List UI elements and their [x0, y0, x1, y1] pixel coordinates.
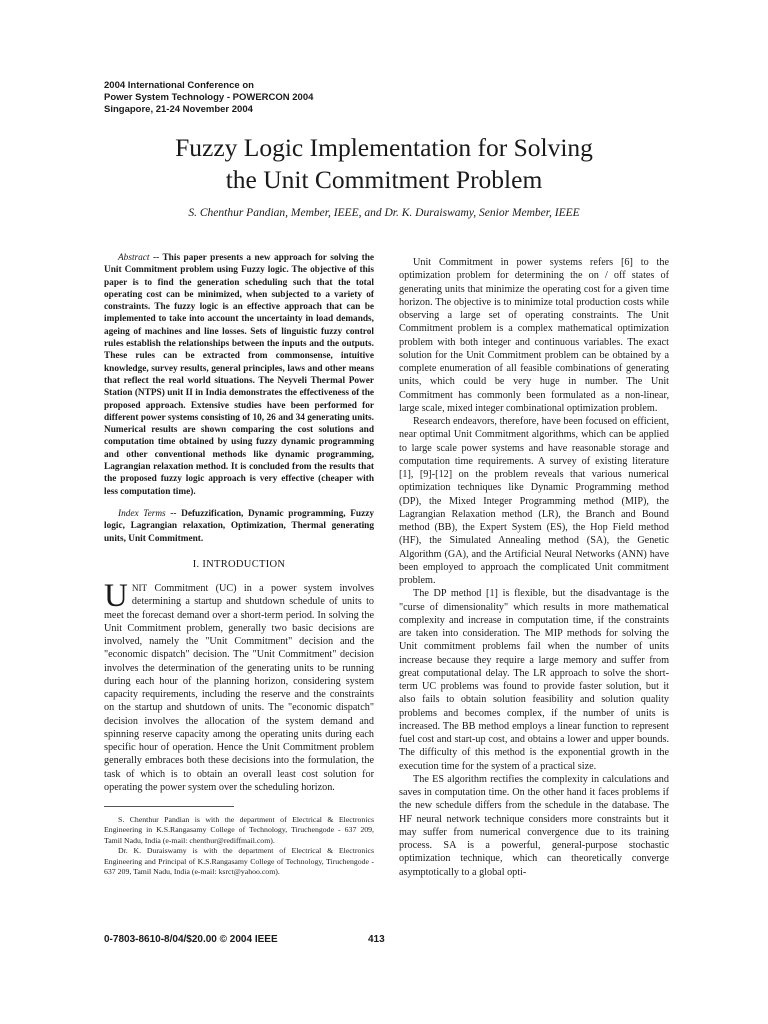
conference-line: Singapore, 21-24 November 2004 [104, 104, 253, 115]
intro-text: Commitment (UC) in a power system involves determining a startup and shutdown schedule of units to meet the forecast demand over a short-term period. In solving the Unit Commitment problem, generally two basic decisions are involved, namely the "Unit Commitment" decision and the "economic dispatch" decision. The "Unit Commitment" decision involves the determination of the generating units to be running during each hour of the planning horizon, considering system capacity requirements, including the reserve and the constraints on the startup and shutdown of units. The "economic dispatch" decision involves the allocation of the system demand and spinning reserve capacity among the operating units during each specific hour of operation. Hence the Unit Commitment problem generally embraces both these decisions into the formulation, the task of which is to obtain an overall least cost solution for operating the power system over the scheduling horizon. [104, 583, 374, 793]
abstract-text: -- This paper presents a new approach for solving the Unit Commitment problem using Fuzzy logic. The objective of this paper is to find the generation scheduling such that the total operating cost can be minimized, when subjected to a variety of constraints. The fuzzy logic is an effective approach that can be implemented to take into account the uncertainty in load demands, ageing of machines and line losses. Sets of linguistic fuzzy control rules establish the relationships between the inputs and the outputs. These rules can be extracted from commonsense, intuitive knowledge, survey results, general principles, laws and other means that reflect the real world situations. The Neyveli Thermal Power Station (NTPS) unit II in India demonstrates the effectiveness of the proposed approach. Extensive studies have been performed for different power systems consisting of 10, 26 and 34 generating units. Numerical results are shown comparing the cost solutions and computation time obtained by using fuzzy dynamic programming and other conventional methods like dynamic programming, Lagrangian relaxation method. It is concluded from the results that the proposed fuzzy logic approach is very effective (cheaper with less computation time). [104, 253, 374, 497]
body-paragraph: The DP method [1] is flexible, but the disadvantage is the "curse of dimensionality" which results in more mathematical complexity and increase in computation time, if the constraints are taken into consideration. The MIP methods for solving the Unit commitment problems fail when the number of units increase because they require a large memory and suffer from great computational delay. The LR approach to solve the short-term UC problems was found to provide faster solution, but it also fails to obtain solution feasibility and solution quality problems and becomes complex, if the number of units is increased. The BB method employs a linear function to represent fuel cost and start-up cost, and obtains a lower and upper bounds. The difficulty of this method is the exponential growth in the execution time for the system of a practical size. [399, 588, 669, 772]
abstract-label: Abstract [118, 253, 150, 263]
left-column [104, 252, 374, 878]
body-paragraph: The ES algorithm rectifies the complexity in calculations and saves in computation time. On the other hand it faces problems if the new schedule differs from the schedule in the database. The HF neural network technique considers more constraints but it may suffer from numerical convergence due to its training process. SA is a powerful, general-purpose stochastic optimization technique, which can theoretically converge asymptotically to a global opti- [399, 773, 669, 878]
abstract [104, 252, 374, 498]
footnote: S. Chenthur Pandian is with the department of Electrical & Electronics Engineering in K.S.Rangasamy College of Technology, Tiruchengode - 637 209, Tamil Nadu, India (e-mail: chenthur@rediffmail.com). [104, 815, 374, 845]
small-caps-word: NIT [131, 583, 148, 594]
body-paragraph: Unit Commitment in power systems refers [6] to the optimization problem for determining the on / off states of generating units that minimize the operating cost for a given time horizon. The objective is to minimize total production costs while observing a large set of operating constraints. The Unit Commitment problem is a complex mathematical optimization problem with both integer and continuous variables. The exact solution for the Unit Commitment problem can be obtained by a complete enumeration of all feasible combinations of generating units, which could be very huge in number. The Unit Commitment has commonly been formulated as a non-linear, large scale, mixed integer combinational optimization problem. [399, 257, 669, 414]
authors: S. Chenthur Pandian, Member, IEEE, and Dr. K. Duraiswamy, Senior Member, IEEE [188, 207, 580, 219]
body-paragraph: Research endeavors, therefore, have been focused on efficient, near optimal Unit Commitment algorithms, which can be applied to large scale power systems and have reasonable storage and computation time requirements. A survey of existing literature [1], [9]-[12] on the problem reveals that various numerical optimization techniques like Dynamic Programming method (DP), the Mixed Integer Programming method (MIP), the Lagrangian Relaxation method (LR), the Branch and Bound method (BB), the Expert System (ES), the Hop Field method (HF), the Simulated Annealing method (SA), the Genetic Algorithm (GA), and the Artificial Neural Networks (ANN) have been employed to approach the complicated Unit commitment problem. [399, 416, 669, 586]
right-column [399, 256, 669, 879]
intro-paragraph [104, 578, 374, 794]
isbn-copyright: 0-7803-8610-8/04/$20.00 © 2004 IEEE [104, 934, 278, 945]
title-line: the Unit Commitment Problem [225, 165, 543, 194]
section-heading: I. INTRODUCTION [192, 558, 286, 570]
footnotes [104, 807, 374, 877]
footnote: Dr. K. Duraiswamy is with the department of Electrical & Electronics Engineering and Principal of K.S.Rangasamy College of Technology, Tiruchengode - 637 209, Tamil Nadu, India (e-mail: ksrct@yahoo.com). [104, 846, 374, 877]
title-line: Fuzzy Logic Implementation for Solving [175, 133, 593, 162]
page-number: 413 [368, 934, 385, 945]
index-terms-text: -- Defuzzification, Dynamic programming, Fuzzy logic, Lagrangian relaxation, Optimization, Thermal generating units, Unit Commitment. [104, 508, 374, 544]
conference-line: Power System Technology - POWERCON 2004 [104, 92, 314, 103]
conference-header [104, 80, 313, 116]
conference-line: 2004 International Conference on [104, 80, 254, 91]
paper-title [0, 132, 768, 196]
drop-cap: U [104, 578, 128, 615]
index-terms-label: Index Terms [118, 508, 166, 519]
index-terms [104, 508, 374, 545]
